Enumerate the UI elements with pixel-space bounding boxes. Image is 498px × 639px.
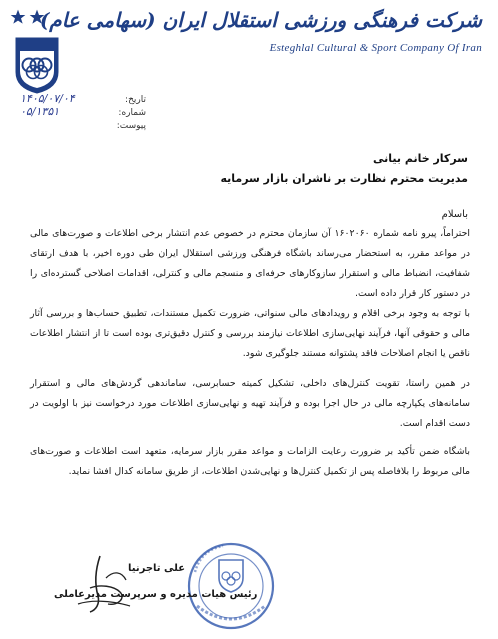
signer-title: رئیس هیات مدیره و سرپرست مدیرعاملی: [54, 589, 258, 600]
signer-name: علی تاجرنیا: [128, 563, 186, 574]
attachment-label: پیوست:: [116, 121, 146, 131]
date-value: ۱۴۰۵/۰۷/۰۴: [20, 92, 75, 105]
attachment-row: [18, 121, 146, 134]
letter-meta: [18, 92, 146, 134]
number-label: شماره:: [118, 108, 146, 118]
body-paragraph: احتراماً، پیرو نامه شماره ۱۶۰۲۰۶۰ آن سازمان محترم در خصوص عدم انتشار برخی اطلاعات و صورت‌های مالی در مواعد مقرر، به استحضار می‌رساند باشگاه فرهنگی ورزشی استقلال ایران طی دوره اخیر، با هدف ارتقای شفافیت، انضباط مالی و استقرار سازوکارهای حرفه‌ای و منسجم مالی و کنترلی، اقدامات اصلاحی گسترده‌ای را در دستور کار قرار داده است.: [30, 228, 470, 299]
body-paragraph: با توجه به وجود برخی اقلام و رویدادهای مالی سنواتی، ضرورت تکمیل مستندات، تطبیق حساب‌ها و بررسی آثار مالی و حقوقی آنها، فرآیند نهایی‌سازی اطلاعات نیازمند بررسی و کنترل دقیق‌تری بوده است تا از انتشار اطلاعات ناقص یا انجام اصلاحات فاقد پشتوانه مستند جلوگیری شود.: [30, 308, 470, 359]
handwritten-signature-icon: [70, 548, 160, 618]
company-name-en: Esteghlal Cultural & Sport Company Of Iran: [269, 42, 482, 54]
addressee-name: سرکار خانم بیانی: [372, 152, 468, 165]
company-name-fa: شرکت فرهنگی ورزشی استقلال ایران (سهامی عام): [39, 8, 482, 32]
date-label: تاریخ:: [125, 95, 146, 105]
number-value: ۰۵/۱۳۵۱: [20, 105, 60, 118]
body-paragraph: باشگاه ضمن تأکید بر ضرورت رعایت الزامات و مواعد مقرر بازار سرمایه، متعهد است اطلاعات و صورت‌های مالی مربوط را بلافاصله پس از تکمیل کنترل‌ها و نهایی‌شدن اطلاعات، از طریق سامانه کدال افشا نماید.: [30, 446, 470, 477]
star-icon: [10, 9, 26, 25]
number-row: [18, 105, 146, 121]
esteghlal-club-logo-icon: [12, 32, 62, 94]
addressee-title: مدیریت محترم نظارت بر ناشران بازار سرمایه: [220, 172, 468, 185]
company-seal-stamp-icon: [183, 536, 275, 636]
body-paragraph: در همین راستا، تقویت کنترل‌های داخلی، تشکیل کمیته حسابرسی، ساماندهی گردش‌های مالی و استقرار سامانه‌های یکپارچه مالی در حال اجرا بوده و فرآیند تهیه و نهایی‌سازی اطلاعات مورد درخواست نیز با اولویت در دست اقدام است.: [30, 378, 470, 429]
greeting: باسلام: [441, 209, 468, 220]
